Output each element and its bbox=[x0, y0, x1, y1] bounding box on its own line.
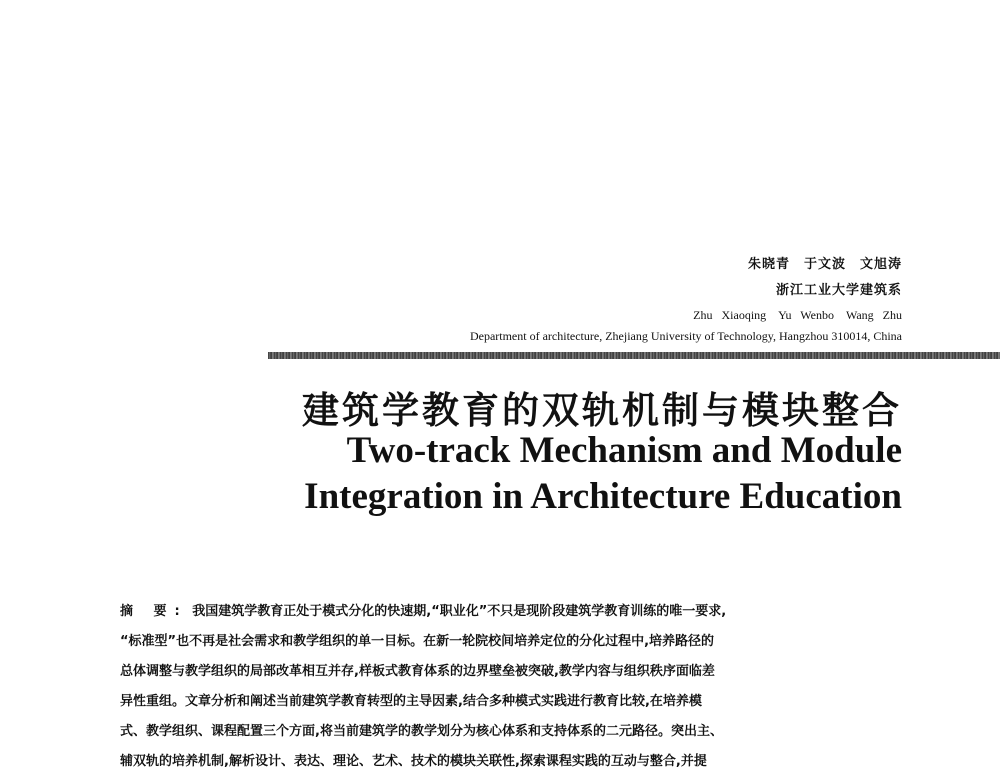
abstract-line-2: “标准型”也不再是社会需求和教学组织的单一目标。在新一轮院校间培养定位的分化过程中,培养路径的 bbox=[120, 634, 715, 649]
abstract-line-6: 辅双轨的培养机制,解析设计、表达、理论、艺术、技术的模块关联性,探索课程实践的互动与整合,并提 bbox=[120, 754, 707, 769]
title-english-line-1: Two-track Mechanism and Module bbox=[346, 430, 902, 471]
abstract bbox=[120, 597, 890, 777]
affiliation-chinese: 浙江工业大学建筑系 bbox=[775, 283, 902, 298]
affiliation-english: Department of architecture, Zhejiang University of Technology, Hangzhou 310014, China bbox=[469, 329, 902, 343]
title-chinese: 建筑学教育的双轨机制与模块整合 bbox=[302, 389, 902, 432]
abstract-line-3: 总体调整与教学组织的局部改革相互并存,样板式教育体系的边界壁垒被突破,教学内容与组织秩序面临差 bbox=[120, 664, 715, 679]
abstract-line-1 bbox=[120, 597, 890, 627]
title-english bbox=[304, 428, 902, 520]
abstract-line-5: 式、教学组织、课程配置三个方面,将当前建筑学的教学划分为核心体系和支持体系的二元路径。突出主、 bbox=[120, 724, 723, 739]
authors-english: Zhu Xiaoqing Yu Wenbo Wang Zhu bbox=[693, 308, 902, 322]
abstract-label: 摘 要: bbox=[120, 604, 188, 619]
abstract-text-1: 我国建筑学教育正处于模式分化的快速期,“职业化”不只是现阶段建筑学教育训练的唯一要求, bbox=[192, 604, 727, 619]
decorative-rule bbox=[268, 352, 1000, 359]
authors-chinese: 朱晓青 于文波 文旭涛 bbox=[747, 257, 902, 272]
abstract-line-4: 异性重组。文章分析和阐述当前建筑学教育转型的主导因素,结合多种模式实践进行教育比较,在培养模 bbox=[120, 694, 702, 709]
title-english-line-2: Integration in Architecture Education bbox=[304, 476, 902, 517]
